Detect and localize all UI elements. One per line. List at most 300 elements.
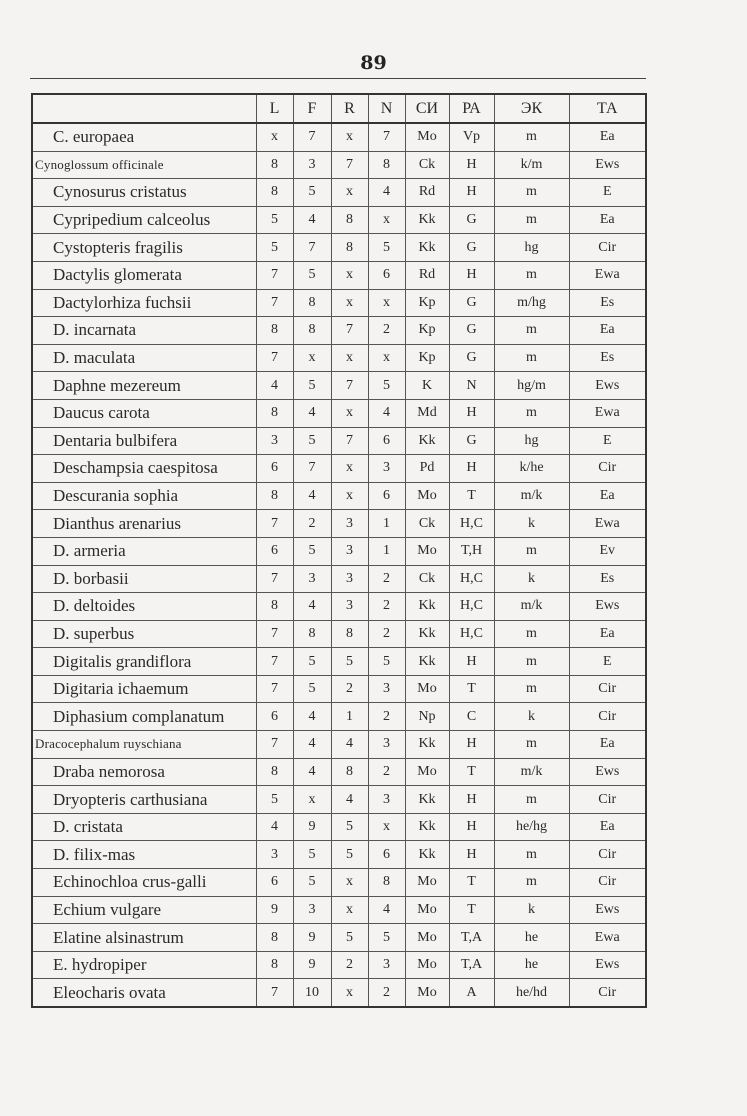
cell-si: Kk bbox=[405, 206, 449, 234]
species-name: E. hydropiper bbox=[32, 951, 256, 979]
cell-ta: E bbox=[569, 179, 646, 207]
cell-ta: Ea bbox=[569, 317, 646, 345]
cell-f: 5 bbox=[293, 261, 331, 289]
cell-ta: Ea bbox=[569, 123, 646, 151]
header-n: N bbox=[368, 94, 405, 123]
species-name: Dianthus arenarius bbox=[32, 510, 256, 538]
cell-n: x bbox=[368, 344, 405, 372]
cell-f: 4 bbox=[293, 593, 331, 621]
cell-r: 7 bbox=[331, 427, 368, 455]
cell-ek: hg bbox=[494, 427, 569, 455]
species-name: Dactylorhiza fuchsii bbox=[32, 289, 256, 317]
cell-si: Md bbox=[405, 399, 449, 427]
cell-ta: Ews bbox=[569, 151, 646, 179]
cell-si: Mo bbox=[405, 951, 449, 979]
species-name: Daphne mezereum bbox=[32, 372, 256, 400]
cell-f: 8 bbox=[293, 289, 331, 317]
cell-si: Kk bbox=[405, 813, 449, 841]
cell-f: 2 bbox=[293, 510, 331, 538]
cell-f: 7 bbox=[293, 455, 331, 483]
table-row bbox=[32, 924, 646, 952]
cell-r: 5 bbox=[331, 841, 368, 869]
cell-si: Mo bbox=[405, 758, 449, 786]
cell-ta: Ews bbox=[569, 951, 646, 979]
cell-r: x bbox=[331, 123, 368, 151]
cell-r: 3 bbox=[331, 565, 368, 593]
cell-l: 8 bbox=[256, 951, 293, 979]
cell-r: 8 bbox=[331, 758, 368, 786]
cell-si: Pd bbox=[405, 455, 449, 483]
cell-f: 3 bbox=[293, 565, 331, 593]
cell-si: Kk bbox=[405, 731, 449, 759]
cell-ta: Ea bbox=[569, 206, 646, 234]
cell-ek: k/m bbox=[494, 151, 569, 179]
cell-n: 5 bbox=[368, 648, 405, 676]
table-row bbox=[32, 979, 646, 1007]
species-name: Echium vulgare bbox=[32, 896, 256, 924]
cell-r: 1 bbox=[331, 703, 368, 731]
table-row bbox=[32, 703, 646, 731]
cell-n: x bbox=[368, 813, 405, 841]
cell-ek: m bbox=[494, 261, 569, 289]
cell-ek: m bbox=[494, 123, 569, 151]
header-ek: ЭК bbox=[494, 94, 569, 123]
cell-ek: m bbox=[494, 399, 569, 427]
cell-ta: Cir bbox=[569, 841, 646, 869]
cell-f: x bbox=[293, 786, 331, 814]
species-name: D. armeria bbox=[32, 537, 256, 565]
cell-f: 3 bbox=[293, 896, 331, 924]
cell-r: 7 bbox=[331, 317, 368, 345]
cell-l: 8 bbox=[256, 317, 293, 345]
cell-r: 7 bbox=[331, 151, 368, 179]
cell-n: 1 bbox=[368, 537, 405, 565]
cell-r: 5 bbox=[331, 813, 368, 841]
cell-ta: Ews bbox=[569, 758, 646, 786]
species-name: Eleocharis ovata bbox=[32, 979, 256, 1007]
header-species bbox=[32, 94, 256, 123]
cell-f: 7 bbox=[293, 123, 331, 151]
cell-ra: T bbox=[449, 482, 494, 510]
cell-ra: Vp bbox=[449, 123, 494, 151]
cell-si: Kk bbox=[405, 234, 449, 262]
header-ta: ТА bbox=[569, 94, 646, 123]
cell-ra: G bbox=[449, 289, 494, 317]
cell-f: 5 bbox=[293, 179, 331, 207]
cell-ek: he bbox=[494, 924, 569, 952]
species-name: C. europaea bbox=[32, 123, 256, 151]
cell-ek: m bbox=[494, 206, 569, 234]
cell-ta: Ea bbox=[569, 731, 646, 759]
species-name: Dryopteris carthusiana bbox=[32, 786, 256, 814]
table-row bbox=[32, 151, 646, 179]
cell-f: 8 bbox=[293, 317, 331, 345]
cell-n: 4 bbox=[368, 399, 405, 427]
cell-si: Kk bbox=[405, 427, 449, 455]
cell-n: 2 bbox=[368, 620, 405, 648]
cell-n: 5 bbox=[368, 234, 405, 262]
table-row bbox=[32, 372, 646, 400]
species-name: Draba nemorosa bbox=[32, 758, 256, 786]
table-row bbox=[32, 675, 646, 703]
cell-ek: m bbox=[494, 648, 569, 676]
table-row bbox=[32, 289, 646, 317]
table-row bbox=[32, 758, 646, 786]
table-row bbox=[32, 951, 646, 979]
cell-n: x bbox=[368, 289, 405, 317]
header-l: L bbox=[256, 94, 293, 123]
cell-ek: m bbox=[494, 841, 569, 869]
table-row bbox=[32, 841, 646, 869]
cell-n: 6 bbox=[368, 841, 405, 869]
cell-f: 4 bbox=[293, 731, 331, 759]
cell-ta: Ea bbox=[569, 620, 646, 648]
cell-ra: G bbox=[449, 234, 494, 262]
species-name: Dactylis glomerata bbox=[32, 261, 256, 289]
cell-ek: m bbox=[494, 731, 569, 759]
cell-l: 7 bbox=[256, 675, 293, 703]
cell-si: Mo bbox=[405, 675, 449, 703]
cell-ta: Cir bbox=[569, 234, 646, 262]
cell-r: x bbox=[331, 261, 368, 289]
cell-ek: m/k bbox=[494, 758, 569, 786]
cell-f: 7 bbox=[293, 234, 331, 262]
cell-l: 8 bbox=[256, 593, 293, 621]
cell-r: x bbox=[331, 869, 368, 897]
cell-r: x bbox=[331, 289, 368, 317]
table-row bbox=[32, 593, 646, 621]
table-row bbox=[32, 565, 646, 593]
cell-l: 8 bbox=[256, 482, 293, 510]
cell-ek: hg/m bbox=[494, 372, 569, 400]
cell-r: 5 bbox=[331, 648, 368, 676]
cell-ra: H bbox=[449, 731, 494, 759]
cell-f: 3 bbox=[293, 151, 331, 179]
cell-l: 7 bbox=[256, 731, 293, 759]
species-name: Dracocephalum ruyschiana bbox=[32, 731, 256, 759]
cell-ta: Ews bbox=[569, 593, 646, 621]
cell-l: 3 bbox=[256, 427, 293, 455]
cell-l: 5 bbox=[256, 786, 293, 814]
cell-ra: H,C bbox=[449, 510, 494, 538]
cell-si: Mo bbox=[405, 482, 449, 510]
species-name: Cystopteris fragilis bbox=[32, 234, 256, 262]
cell-n: 6 bbox=[368, 427, 405, 455]
cell-si: Mo bbox=[405, 924, 449, 952]
cell-l: 8 bbox=[256, 924, 293, 952]
cell-ra: H bbox=[449, 841, 494, 869]
cell-f: 4 bbox=[293, 703, 331, 731]
cell-l: 7 bbox=[256, 648, 293, 676]
cell-ta: Cir bbox=[569, 869, 646, 897]
table-row bbox=[32, 482, 646, 510]
cell-si: Kp bbox=[405, 344, 449, 372]
cell-ek: m bbox=[494, 869, 569, 897]
cell-ta: Cir bbox=[569, 455, 646, 483]
table-row bbox=[32, 261, 646, 289]
cell-l: 6 bbox=[256, 455, 293, 483]
cell-l: 8 bbox=[256, 758, 293, 786]
cell-n: 6 bbox=[368, 261, 405, 289]
cell-l: 8 bbox=[256, 179, 293, 207]
cell-r: 3 bbox=[331, 537, 368, 565]
cell-ek: he/hg bbox=[494, 813, 569, 841]
table-row bbox=[32, 510, 646, 538]
cell-n: 5 bbox=[368, 924, 405, 952]
cell-si: Kp bbox=[405, 289, 449, 317]
cell-ek: m bbox=[494, 675, 569, 703]
cell-ek: he bbox=[494, 951, 569, 979]
cell-ek: hg bbox=[494, 234, 569, 262]
cell-f: 10 bbox=[293, 979, 331, 1007]
cell-ek: m bbox=[494, 179, 569, 207]
cell-n: 2 bbox=[368, 565, 405, 593]
cell-n: 2 bbox=[368, 317, 405, 345]
species-name: Deschampsia caespitosa bbox=[32, 455, 256, 483]
header-ra: РА bbox=[449, 94, 494, 123]
species-name: Cypripedium calceolus bbox=[32, 206, 256, 234]
cell-ta: Ews bbox=[569, 896, 646, 924]
table-row bbox=[32, 455, 646, 483]
cell-l: 4 bbox=[256, 372, 293, 400]
cell-l: 7 bbox=[256, 620, 293, 648]
cell-r: 8 bbox=[331, 620, 368, 648]
cell-f: 4 bbox=[293, 758, 331, 786]
cell-ta: Ea bbox=[569, 813, 646, 841]
cell-l: 4 bbox=[256, 813, 293, 841]
cell-ra: T,A bbox=[449, 924, 494, 952]
cell-ta: Ewa bbox=[569, 510, 646, 538]
cell-f: 5 bbox=[293, 537, 331, 565]
cell-n: 3 bbox=[368, 786, 405, 814]
cell-ta: Ewa bbox=[569, 924, 646, 952]
cell-ra: N bbox=[449, 372, 494, 400]
table-row bbox=[32, 317, 646, 345]
table-row bbox=[32, 206, 646, 234]
cell-ta: Cir bbox=[569, 979, 646, 1007]
cell-f: 4 bbox=[293, 399, 331, 427]
table-row bbox=[32, 234, 646, 262]
cell-n: 1 bbox=[368, 510, 405, 538]
cell-ta: Ewa bbox=[569, 399, 646, 427]
species-name: D. maculata bbox=[32, 344, 256, 372]
cell-ek: m bbox=[494, 344, 569, 372]
species-name: Elatine alsinastrum bbox=[32, 924, 256, 952]
cell-ek: m/k bbox=[494, 593, 569, 621]
cell-r: 4 bbox=[331, 786, 368, 814]
cell-l: 7 bbox=[256, 979, 293, 1007]
cell-ra: H bbox=[449, 399, 494, 427]
cell-si: Kk bbox=[405, 593, 449, 621]
cell-ra: H bbox=[449, 151, 494, 179]
cell-si: Kp bbox=[405, 317, 449, 345]
cell-si: Mo bbox=[405, 869, 449, 897]
cell-l: 6 bbox=[256, 869, 293, 897]
cell-f: 4 bbox=[293, 206, 331, 234]
cell-r: 4 bbox=[331, 731, 368, 759]
cell-ta: E bbox=[569, 427, 646, 455]
cell-ra: H bbox=[449, 813, 494, 841]
cell-ra: A bbox=[449, 979, 494, 1007]
cell-ra: C bbox=[449, 703, 494, 731]
cell-ek: k bbox=[494, 565, 569, 593]
cell-ra: T bbox=[449, 896, 494, 924]
header-r: R bbox=[331, 94, 368, 123]
cell-n: 3 bbox=[368, 731, 405, 759]
cell-n: 2 bbox=[368, 703, 405, 731]
cell-l: 8 bbox=[256, 151, 293, 179]
cell-ra: G bbox=[449, 206, 494, 234]
table-row bbox=[32, 648, 646, 676]
header-rule bbox=[30, 78, 646, 79]
cell-si: Ck bbox=[405, 510, 449, 538]
cell-ra: T,A bbox=[449, 951, 494, 979]
cell-ra: H bbox=[449, 179, 494, 207]
cell-si: Kk bbox=[405, 841, 449, 869]
species-name: D. deltoides bbox=[32, 593, 256, 621]
header-f: F bbox=[293, 94, 331, 123]
table-row bbox=[32, 869, 646, 897]
species-name: Dentaria bulbifera bbox=[32, 427, 256, 455]
cell-ek: k bbox=[494, 896, 569, 924]
species-name: Echinochloa crus-galli bbox=[32, 869, 256, 897]
cell-ra: H bbox=[449, 455, 494, 483]
cell-r: 2 bbox=[331, 675, 368, 703]
cell-r: x bbox=[331, 979, 368, 1007]
cell-ek: k bbox=[494, 703, 569, 731]
cell-n: 3 bbox=[368, 455, 405, 483]
cell-f: 9 bbox=[293, 951, 331, 979]
cell-si: Mo bbox=[405, 537, 449, 565]
cell-l: 9 bbox=[256, 896, 293, 924]
cell-si: Kk bbox=[405, 786, 449, 814]
species-name: D. filix-mas bbox=[32, 841, 256, 869]
cell-si: Ck bbox=[405, 565, 449, 593]
cell-n: 3 bbox=[368, 675, 405, 703]
cell-r: 5 bbox=[331, 924, 368, 952]
cell-n: 4 bbox=[368, 179, 405, 207]
cell-l: 6 bbox=[256, 537, 293, 565]
cell-si: Kk bbox=[405, 648, 449, 676]
cell-f: 9 bbox=[293, 813, 331, 841]
cell-n: 8 bbox=[368, 151, 405, 179]
cell-si: Mo bbox=[405, 123, 449, 151]
cell-l: 7 bbox=[256, 510, 293, 538]
cell-n: 5 bbox=[368, 372, 405, 400]
table-row bbox=[32, 344, 646, 372]
cell-ek: k/he bbox=[494, 455, 569, 483]
cell-n: 2 bbox=[368, 593, 405, 621]
cell-n: 2 bbox=[368, 758, 405, 786]
cell-ek: k bbox=[494, 510, 569, 538]
cell-r: x bbox=[331, 455, 368, 483]
table-row bbox=[32, 123, 646, 151]
cell-ra: T bbox=[449, 758, 494, 786]
cell-l: 7 bbox=[256, 261, 293, 289]
cell-ta: Ews bbox=[569, 372, 646, 400]
cell-r: 8 bbox=[331, 206, 368, 234]
cell-r: 3 bbox=[331, 510, 368, 538]
cell-ra: H bbox=[449, 261, 494, 289]
table-row bbox=[32, 731, 646, 759]
cell-ta: Ewa bbox=[569, 261, 646, 289]
cell-ta: Es bbox=[569, 565, 646, 593]
cell-ra: H bbox=[449, 648, 494, 676]
cell-si: Np bbox=[405, 703, 449, 731]
cell-n: x bbox=[368, 206, 405, 234]
cell-ek: m bbox=[494, 317, 569, 345]
table-row bbox=[32, 427, 646, 455]
cell-ta: Cir bbox=[569, 786, 646, 814]
cell-f: 5 bbox=[293, 869, 331, 897]
species-name: Daucus carota bbox=[32, 399, 256, 427]
cell-l: 7 bbox=[256, 344, 293, 372]
cell-ta: Ea bbox=[569, 482, 646, 510]
cell-ek: m/k bbox=[494, 482, 569, 510]
cell-n: 6 bbox=[368, 482, 405, 510]
cell-ek: m bbox=[494, 620, 569, 648]
cell-r: x bbox=[331, 399, 368, 427]
cell-ra: H,C bbox=[449, 620, 494, 648]
cell-ek: m bbox=[494, 537, 569, 565]
table-row bbox=[32, 786, 646, 814]
cell-l: 3 bbox=[256, 841, 293, 869]
table-row bbox=[32, 179, 646, 207]
species-name: Digitaria ichaemum bbox=[32, 675, 256, 703]
cell-si: Ck bbox=[405, 151, 449, 179]
cell-ek: m/hg bbox=[494, 289, 569, 317]
cell-f: 5 bbox=[293, 675, 331, 703]
cell-si: Rd bbox=[405, 179, 449, 207]
cell-ta: Cir bbox=[569, 675, 646, 703]
table-row bbox=[32, 537, 646, 565]
cell-r: 7 bbox=[331, 372, 368, 400]
table-row bbox=[32, 399, 646, 427]
species-name: Digitalis grandiflora bbox=[32, 648, 256, 676]
cell-l: 8 bbox=[256, 399, 293, 427]
cell-n: 8 bbox=[368, 869, 405, 897]
cell-r: 8 bbox=[331, 234, 368, 262]
cell-l: x bbox=[256, 123, 293, 151]
cell-r: x bbox=[331, 344, 368, 372]
cell-ra: G bbox=[449, 344, 494, 372]
cell-ra: T bbox=[449, 869, 494, 897]
cell-ek: he/hd bbox=[494, 979, 569, 1007]
cell-r: x bbox=[331, 896, 368, 924]
cell-n: 4 bbox=[368, 896, 405, 924]
cell-ra: G bbox=[449, 427, 494, 455]
cell-f: 4 bbox=[293, 482, 331, 510]
cell-f: x bbox=[293, 344, 331, 372]
cell-ta: Ev bbox=[569, 537, 646, 565]
cell-f: 5 bbox=[293, 841, 331, 869]
cell-ta: Cir bbox=[569, 703, 646, 731]
cell-l: 5 bbox=[256, 234, 293, 262]
cell-ta: Es bbox=[569, 289, 646, 317]
species-name: D. cristata bbox=[32, 813, 256, 841]
species-table-container bbox=[31, 93, 647, 1008]
cell-r: x bbox=[331, 482, 368, 510]
header-si: СИ bbox=[405, 94, 449, 123]
species-table bbox=[31, 93, 647, 1008]
table-row bbox=[32, 896, 646, 924]
cell-ra: H,C bbox=[449, 593, 494, 621]
cell-l: 7 bbox=[256, 565, 293, 593]
cell-n: 2 bbox=[368, 979, 405, 1007]
cell-ra: T,H bbox=[449, 537, 494, 565]
cell-ra: T bbox=[449, 675, 494, 703]
table-body bbox=[32, 123, 646, 1007]
